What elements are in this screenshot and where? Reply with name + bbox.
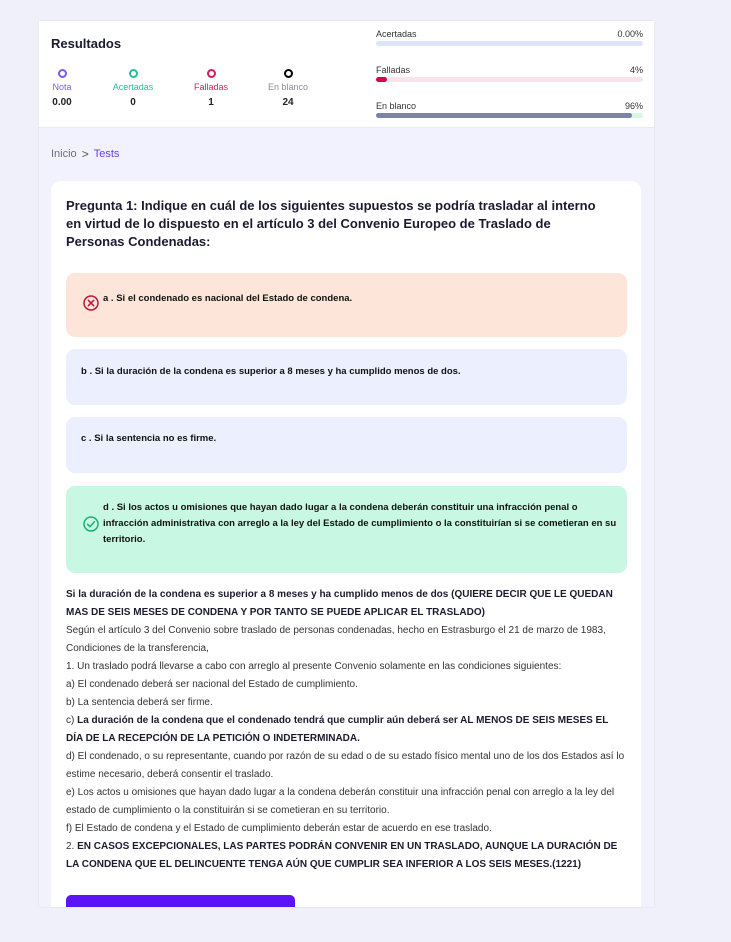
explanation-bold: La duración de la condena que el condenado tendrá que cumplir aún deberá ser AL MENOS DE SEIS MESES EL DÍA DE LA RECEPCIÓN DE LA PETICIÓN O INDETERMINADA.	[66, 715, 609, 744]
explanation-line	[66, 712, 626, 748]
question-card	[51, 181, 641, 907]
option-c[interactable]	[66, 417, 627, 473]
bar-percent: 0.00%	[617, 29, 643, 39]
stat-falladas	[176, 69, 246, 108]
bar-label: En blanco	[376, 101, 417, 111]
results-header	[39, 21, 654, 128]
bar-percent: 4%	[629, 65, 643, 75]
stat-en-blanco	[253, 69, 323, 108]
option-text: d . Si los actos u omisiones que hayan dado lugar a la condena deberán constituir una infracción penal o infracción administrativa con arreglo a la ley del Estado de cumplimiento o la constituirían si se cometieran en su territorio.	[103, 502, 617, 545]
stat-value: 0	[130, 97, 136, 108]
nota-circle-icon	[58, 69, 67, 78]
explanation-line: Condiciones de la transferencia,	[66, 643, 209, 654]
bar-percent: 96%	[624, 101, 643, 111]
explanation-line: b) La sentencia deberá ser firme.	[66, 697, 213, 708]
chevron-right-icon: >	[81, 147, 89, 161]
explanation-bold: EN CASOS EXCEPCIONALES, LAS PARTES PODRÁN CONVENIR EN UN TRASLADO, AUNQUE LA DURACIÓN DE LA CONDENA QUE EL DELINCUENTE TENGA AÚN QUE CUMPLIR SEA INFERIOR A LOS SEIS MESES.(1221)	[66, 841, 618, 870]
results-title: Resultados	[51, 36, 122, 51]
option-text: c . Si la sentencia no es firme.	[81, 433, 217, 444]
stat-value: 24	[282, 97, 294, 108]
stat-value: 0.00	[52, 97, 72, 108]
stat-label: Nota	[52, 82, 72, 92]
results-panel	[39, 21, 654, 907]
correct-check-circle-icon	[83, 516, 99, 532]
explanation-line	[66, 838, 626, 874]
option-text: a . Si el condenado es nacional del Estado de condena.	[103, 293, 353, 304]
explanation-line: 1. Un traslado podrá llevarse a cabo con arreglo al presente Convenio solamente en las condiciones siguientes:	[66, 661, 562, 672]
progress-track	[376, 113, 643, 118]
bar-label: Acertadas	[376, 29, 417, 39]
progress-fill	[376, 113, 632, 118]
option-d[interactable]	[66, 486, 627, 573]
explanation	[66, 586, 626, 874]
breadcrumb	[51, 147, 119, 161]
stat-label: Falladas	[193, 82, 229, 92]
option-text: b . Si la duración de la condena es superior a 8 meses y ha cumplido menos de dos.	[81, 366, 461, 377]
bar-label: Falladas	[376, 65, 411, 75]
explanation-line: d) El condenado, o su representante, cuando por razón de su edad o de su estado físico mental uno de los dos Estados así lo estime necesario, deberá consentir el traslado.	[66, 751, 625, 780]
stat-value: 1	[208, 97, 214, 108]
next-question-button[interactable]	[66, 895, 295, 907]
breadcrumb-home-link[interactable]: Inicio	[51, 148, 77, 160]
falladas-circle-icon	[207, 69, 216, 78]
option-a[interactable]	[66, 273, 627, 337]
breadcrumb-current[interactable]: Tests	[93, 148, 120, 160]
en-blanco-circle-icon	[284, 69, 293, 78]
stat-acertadas	[98, 69, 168, 108]
progress-track	[376, 77, 643, 82]
option-b[interactable]	[66, 349, 627, 405]
explanation-line: a) El condenado deberá ser nacional del Estado de cumplimiento.	[66, 679, 358, 690]
progress-track	[376, 41, 643, 46]
wrong-x-circle-icon	[83, 295, 99, 311]
stat-label: Acertadas	[112, 82, 154, 92]
question-text: Pregunta 1: Indique en cuál de los siguientes supuestos se podría trasladar al interno en virtud de lo dispuesto en el artículo 3 del Convenio Europeo de Traslado de Personas Condenadas:	[66, 198, 596, 249]
explanation-line: e) Los actos u omisiones que hayan dado lugar a la condena deberán constituir una infracción penal con arreglo a la ley del estado de cumplimiento o la constituirán si se cometieran en su territorio.	[66, 787, 615, 816]
stat-nota	[39, 69, 97, 108]
progress-fill	[376, 77, 387, 82]
explanation-line: Según el artículo 3 del Convenio sobre traslado de personas condenadas, hecho en Estrasburgo el 21 de marzo de 1983,	[66, 625, 606, 636]
stat-label: En blanco	[267, 82, 309, 92]
explanation-prefix: 2.	[66, 841, 78, 852]
acertadas-circle-icon	[129, 69, 138, 78]
explanation-line: f) El Estado de condena y el Estado de cumplimiento deberán estar de acuerdo en ese traslado.	[66, 823, 492, 834]
explanation-prefix: c)	[66, 715, 78, 726]
explanation-summary: Si la duración de la condena es superior a 8 meses y ha cumplido menos de dos (QUIERE DECIR QUE LE QUEDAN MAS DE SEIS MESES DE CONDENA Y POR TANTO SE PUEDE APLICAR EL TRASLADO)	[66, 589, 613, 618]
